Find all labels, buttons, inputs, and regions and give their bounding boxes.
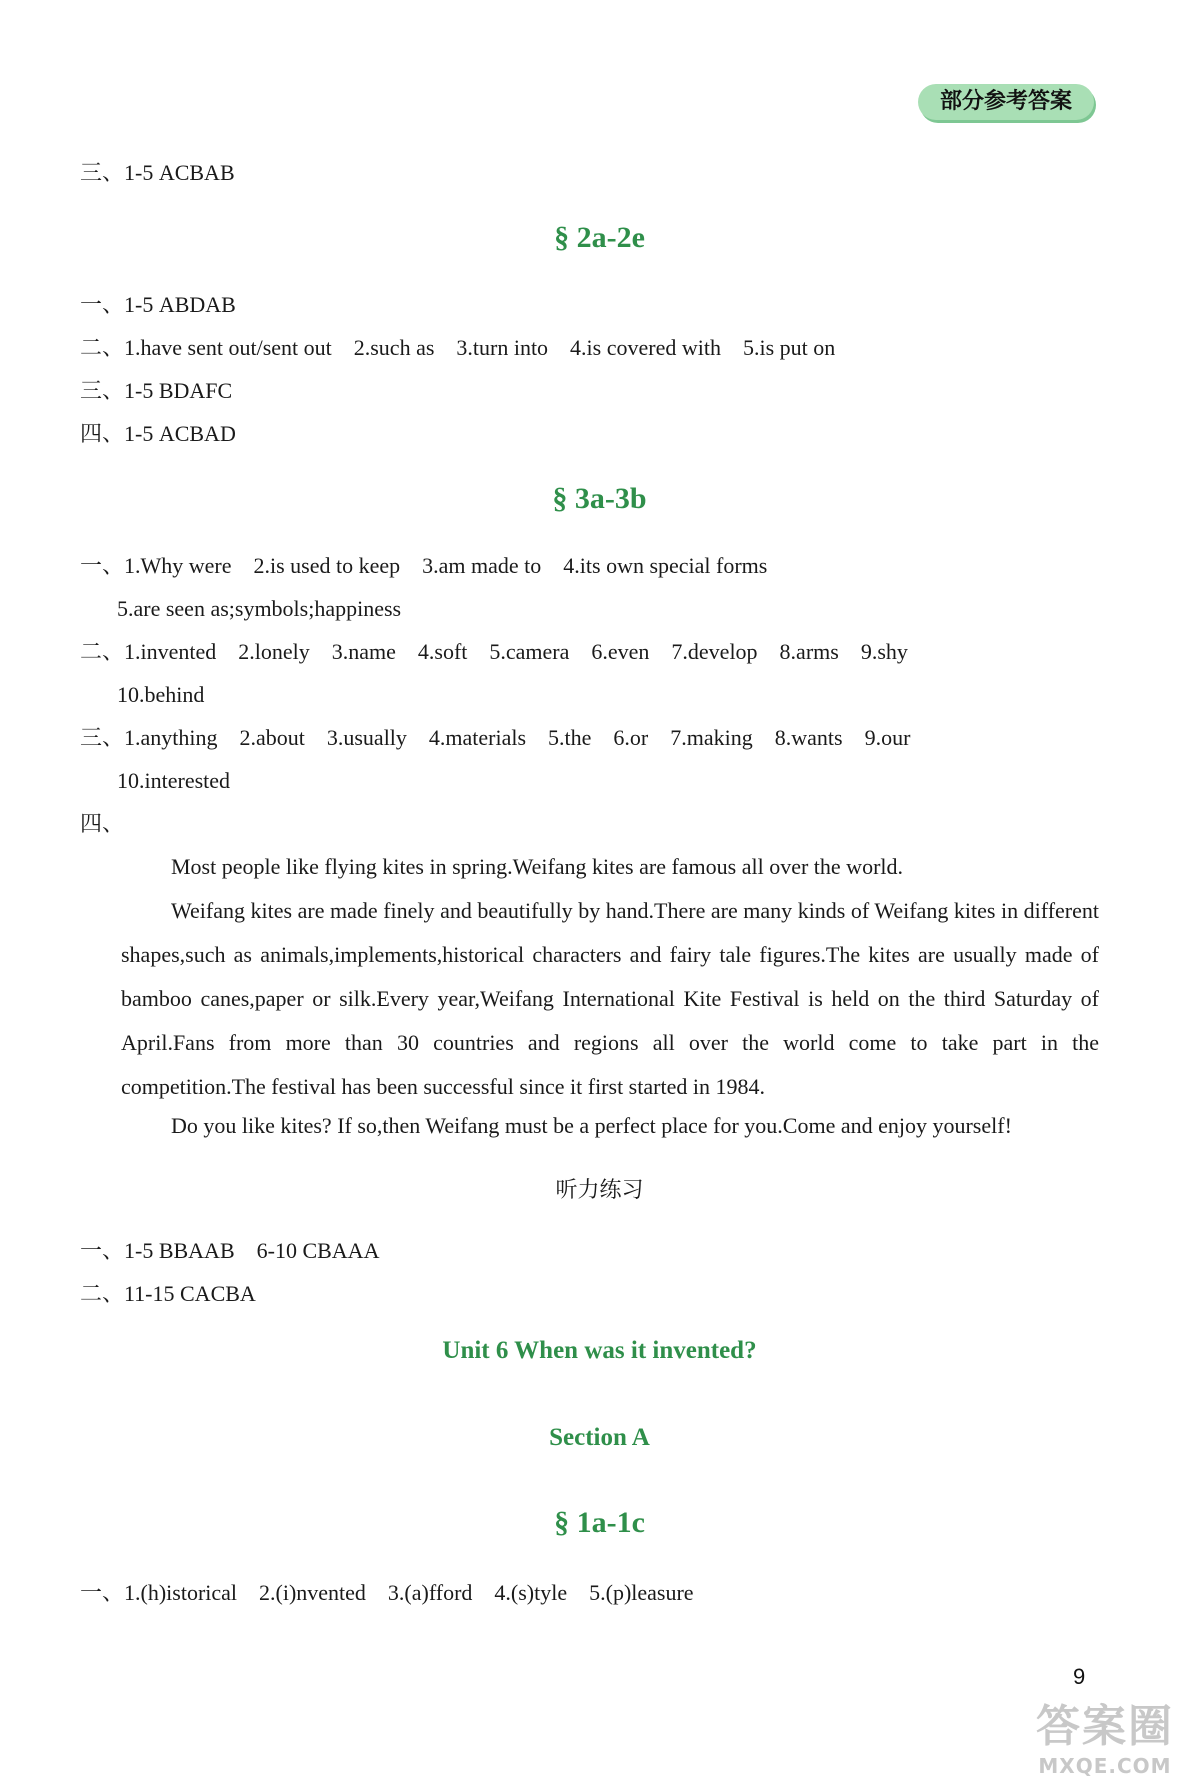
answer-line: 一、1.(h)istorical 2.(i)nvented 3.(a)fford 4.(s)tyle 5.(p)leasure bbox=[80, 1580, 694, 1605]
listening-heading: 听力练习 bbox=[555, 1178, 644, 1203]
essay-paragraph: Weifang kites are made finely and beautifully by hand.There are many kinds of Weifang kites in different shapes,such as animals,implements,historical characters and fairy tale figures.The kites are usually made of bamboo canes,paper or silk.Every year,Weifang International Kite Festival is held on the third Saturday of April.Fans from more than 30 countries and regions all over the world come to take part in the competition.The festival has been successful since it first started in 1984. bbox=[121, 898, 1099, 1099]
answer-line: 10.interested bbox=[117, 768, 231, 793]
answer-line: 5.are seen as;symbols;happiness bbox=[117, 596, 402, 621]
page-number: 9 bbox=[1073, 1664, 1086, 1689]
answer-line: 一、1-5 ABDAB bbox=[80, 292, 236, 317]
watermark-logo bbox=[1020, 1700, 1190, 1790]
answer-line: 一、1-5 BBAAB 6-10 CBAAA bbox=[80, 1238, 380, 1263]
unit-title: Unit 6 When was it invented? bbox=[442, 1337, 757, 1364]
answer-line: 三、1.anything 2.about 3.usually 4.materials 5.the 6.or 7.making 8.wants 9.our bbox=[80, 725, 911, 750]
watermark-text: 答案圈 bbox=[1036, 1701, 1174, 1752]
answer-line: 三、1-5 BDAFC bbox=[80, 378, 233, 403]
essay-paragraph: Do you like kites? If so,then Weifang must be a perfect place for you.Come and enjoy yourself! bbox=[171, 1113, 1012, 1138]
section-heading-3a-3b: § 3a-3b bbox=[552, 482, 647, 515]
header-badge: 部分参考答案 bbox=[918, 84, 1094, 120]
answer-line: 四、1-5 ACBAD bbox=[80, 421, 236, 446]
section-title: Section A bbox=[549, 1424, 650, 1451]
answer-line: 四、 bbox=[80, 811, 125, 836]
answer-line: 二、1.invented 2.lonely 3.name 4.soft 5.camera 6.even 7.develop 8.arms 9.shy bbox=[80, 639, 908, 664]
essay-paragraph: Most people like flying kites in spring.Weifang kites are famous all over the world. bbox=[171, 854, 904, 879]
watermark-url: MXQE.COM bbox=[1038, 1754, 1172, 1778]
answer-line: 10.behind bbox=[117, 682, 205, 707]
section-heading-2a-2e: § 2a-2e bbox=[554, 221, 645, 254]
answer-line: 二、11-15 CACBA bbox=[80, 1281, 256, 1306]
answer-line: 二、1.have sent out/sent out 2.such as 3.turn into 4.is covered with 5.is put on bbox=[80, 335, 836, 360]
answer-line: 一、1.Why were 2.is used to keep 3.am made to 4.its own special forms bbox=[80, 553, 768, 578]
answer-line: 三、1-5 ACBAB bbox=[80, 160, 235, 185]
section-heading-1a-1c: § 1a-1c bbox=[554, 1506, 645, 1539]
